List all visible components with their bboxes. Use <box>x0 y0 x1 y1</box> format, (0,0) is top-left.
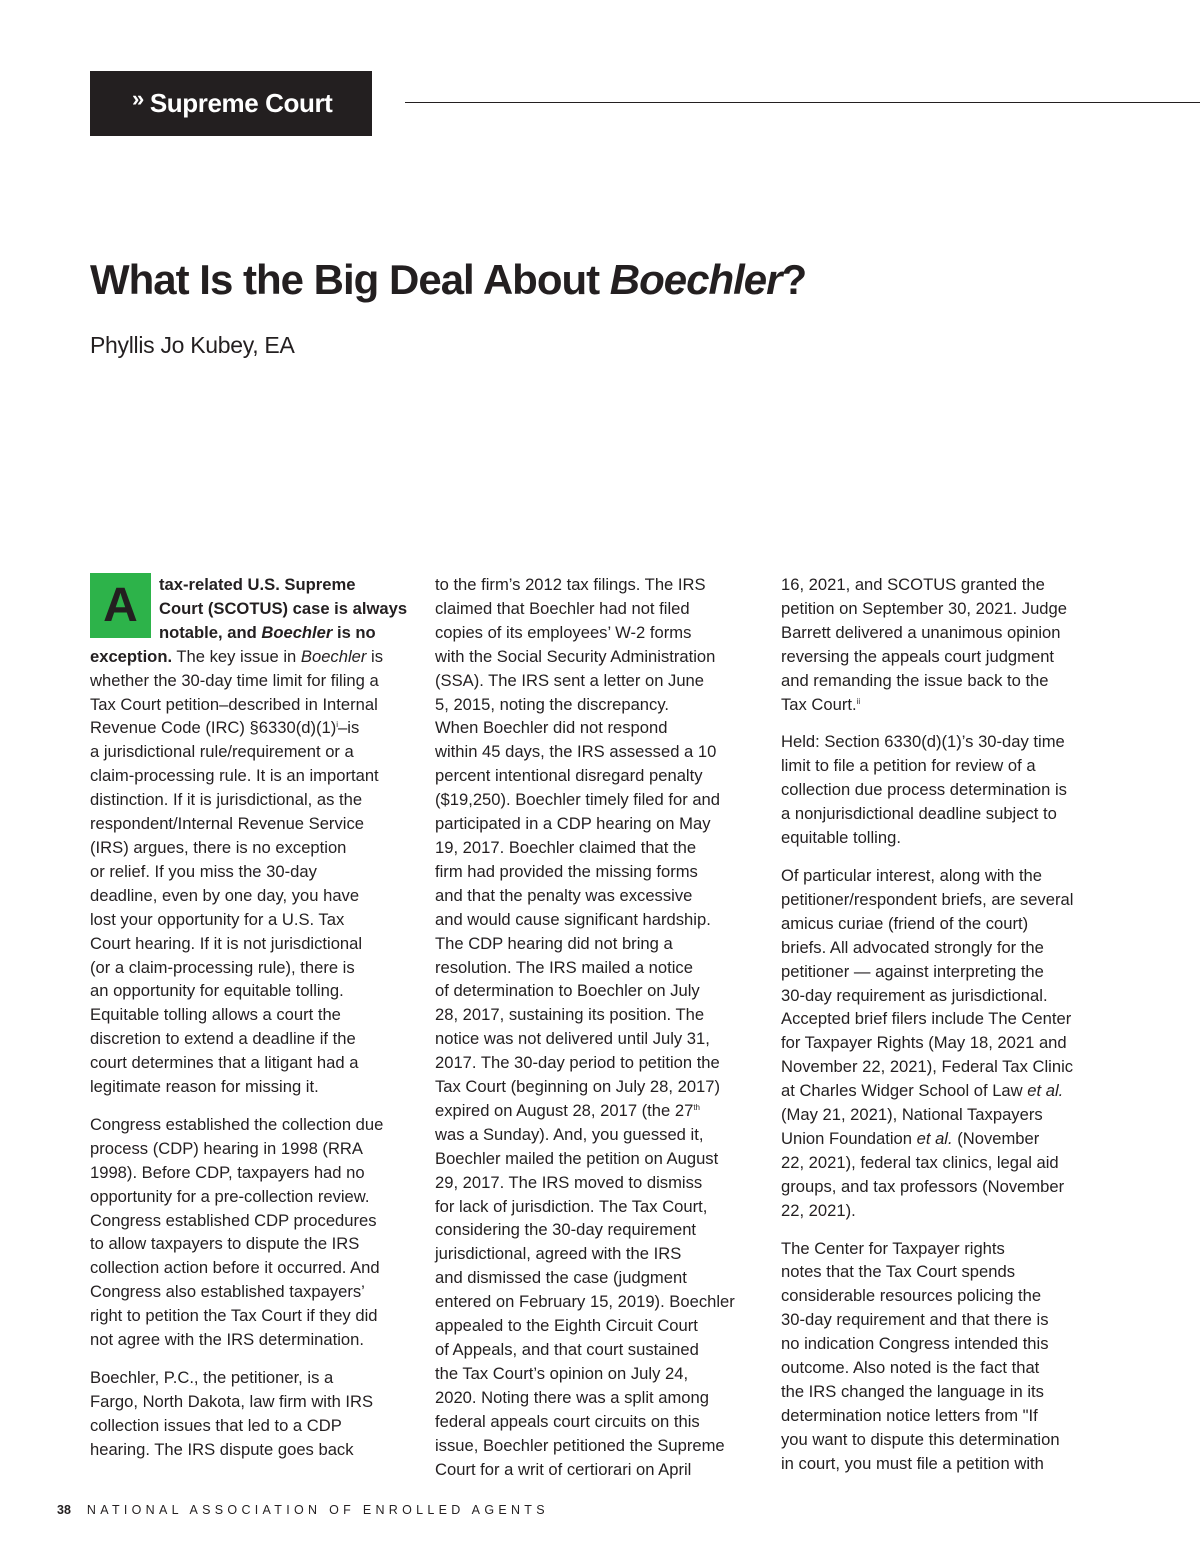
article-column-2 <box>435 573 757 1495</box>
article-author: Phyllis Jo Kubey, EA <box>90 332 295 358</box>
article-column-1 <box>90 573 412 1476</box>
paragraph: 16, 2021, and SCOTUS granted the petition on September 30, 2021. Judge Barrett delivered a unanimous opinion reversing the appeals court judgment and remanding the issue back to the Tax Court.$^{ii}$ <box>781 575 1067 714</box>
paragraph-held: Held: Section 6330(d)(1)’s 30-day time limit to file a petition for review of a collection due process determination is a nonjurisdictional deadline subject to equitable tolling. <box>781 732 1067 848</box>
page-number: 38 <box>57 1503 71 1517</box>
section-divider <box>405 102 1200 103</box>
paragraph: Congress established the collection due process (CDP) hearing in 1998 (RRA 1998). Before CDP, taxpayers had no opportunity for a pre-collection review. Congress established CDP procedures to allow taxpayers to dispute the IRS collection action before it occurred. And Congress also established taxpayers’ right to petition the Tax Court if they did not agree with the IRS determination. <box>90 1114 384 1350</box>
page-footer <box>57 1503 549 1517</box>
article-column-3 <box>781 573 1103 1490</box>
publication-name: NATIONAL ASSOCIATION OF ENROLLED AGENTS <box>86 1503 549 1517</box>
chevron-right-icon: » <box>132 85 144 111</box>
paragraph-intro: A tax-related U.S. Supreme Court (SCOTUS) case is always notable, and Boechler is no exception. The key issue in Boechler is whether the 30-day time limit for filing a Tax Court petition–described in Internal Revenue Code (IRC) $\S 6330(d)(1)^i-is$ a jurisdictional rule/requirement or a claim-processing rule. It is an important distinction. If it is jurisdictional, as the respondent/Internal Revenue Service (IRS) argues, there is no exception or relief. If you miss the 30-day deadline, even by one day, you have lost your opportunity for a U.S. Tax Court hearing. If it is not jurisdictional (or a claim-processing rule), there is an opportunity for equitable tolling. Equitable tolling allows a court the discretion to extend a deadline if the court determines that a litigant had a legitimate reason for missing it. <box>90 575 408 1097</box>
article-title: What Is the Big Deal About Boechler? <box>90 256 807 303</box>
drop-cap: A <box>90 573 151 638</box>
paragraph: Of particular interest, along with the petitioner/respondent briefs, are several amicus curiae (friend of the court) briefs. All advocated strongly for the petitioner — against interpreting the 30-day requirement as jurisdictional. Accepted brief filers include The Center for Taxpayer Rights (May 18, 2021 and November 22, 2021), Federal Tax Clinic at Charles Widger School of Law et al. (May 21, 2021), National Taxpayers Union Foundation et al. (November 22, 2021), federal tax clinics, legal aid groups, and tax professors (November 22, 2021). <box>781 865 1074 1220</box>
paragraph: The Center for Taxpayer rights notes that the Tax Court spends considerable resources policing the 30-day requirement and that there is no indication Congress intended this outcome. Also noted is the fact that the IRS changed the language in its determination notice letters from "If you want to dispute this determination in court, you must file a petition with <box>781 1238 1060 1473</box>
section-tag <box>90 71 372 136</box>
paragraph: to the firm’s 2012 tax filings. The IRS claimed that Boechler had not filed copies of its employees’ W-2 forms with the Social Security Administration (SSA). The IRS sent a letter on June 5, 2015, noting the discrepancy. When Boechler did not respond within 45 days, the IRS assessed a 10 percent intentional disregard penalty ($19,250). Boechler timely filed for and participated in a CDP hearing on May 19, 2017. Boechler claimed that the firm had provided the missing forms and that the penalty was excessive and would cause significant hardship. The CDP hearing did not bring a resolution. The IRS mailed a notice of determination to Boechler on July 28, 2017, sustaining its position. The notice was not delivered until July 31, 2017. The 30-day period to petition the Tax Court (beginning on July 28, 2017) expired on August 28, 2017 (the 27th was a Sunday). And, you guessed it, Boechler mailed the petition on August 29, 2017. The IRS moved to dismiss for lack of jurisdiction. The Tax Court, considering the 30-day requirement jurisdictional, agreed with the IRS and dismissed the case (judgment entered on February 15, 2019). Boechler appealed to the Eighth Circuit Court of Appeals, and that court sustained the Tax Court’s opinion on July 24, 2020. Noting there was a split among federal appeals court circuits on this issue, Boechler petitioned the Supreme Court for a writ of certiorari on April <box>435 575 735 1479</box>
paragraph: Boechler, P.C., the petitioner, is a Fargo, North Dakota, law firm with IRS collection issues that led to a CDP hearing. The IRS dispute goes back <box>90 1368 374 1459</box>
section-label: Supreme Court <box>149 88 333 118</box>
